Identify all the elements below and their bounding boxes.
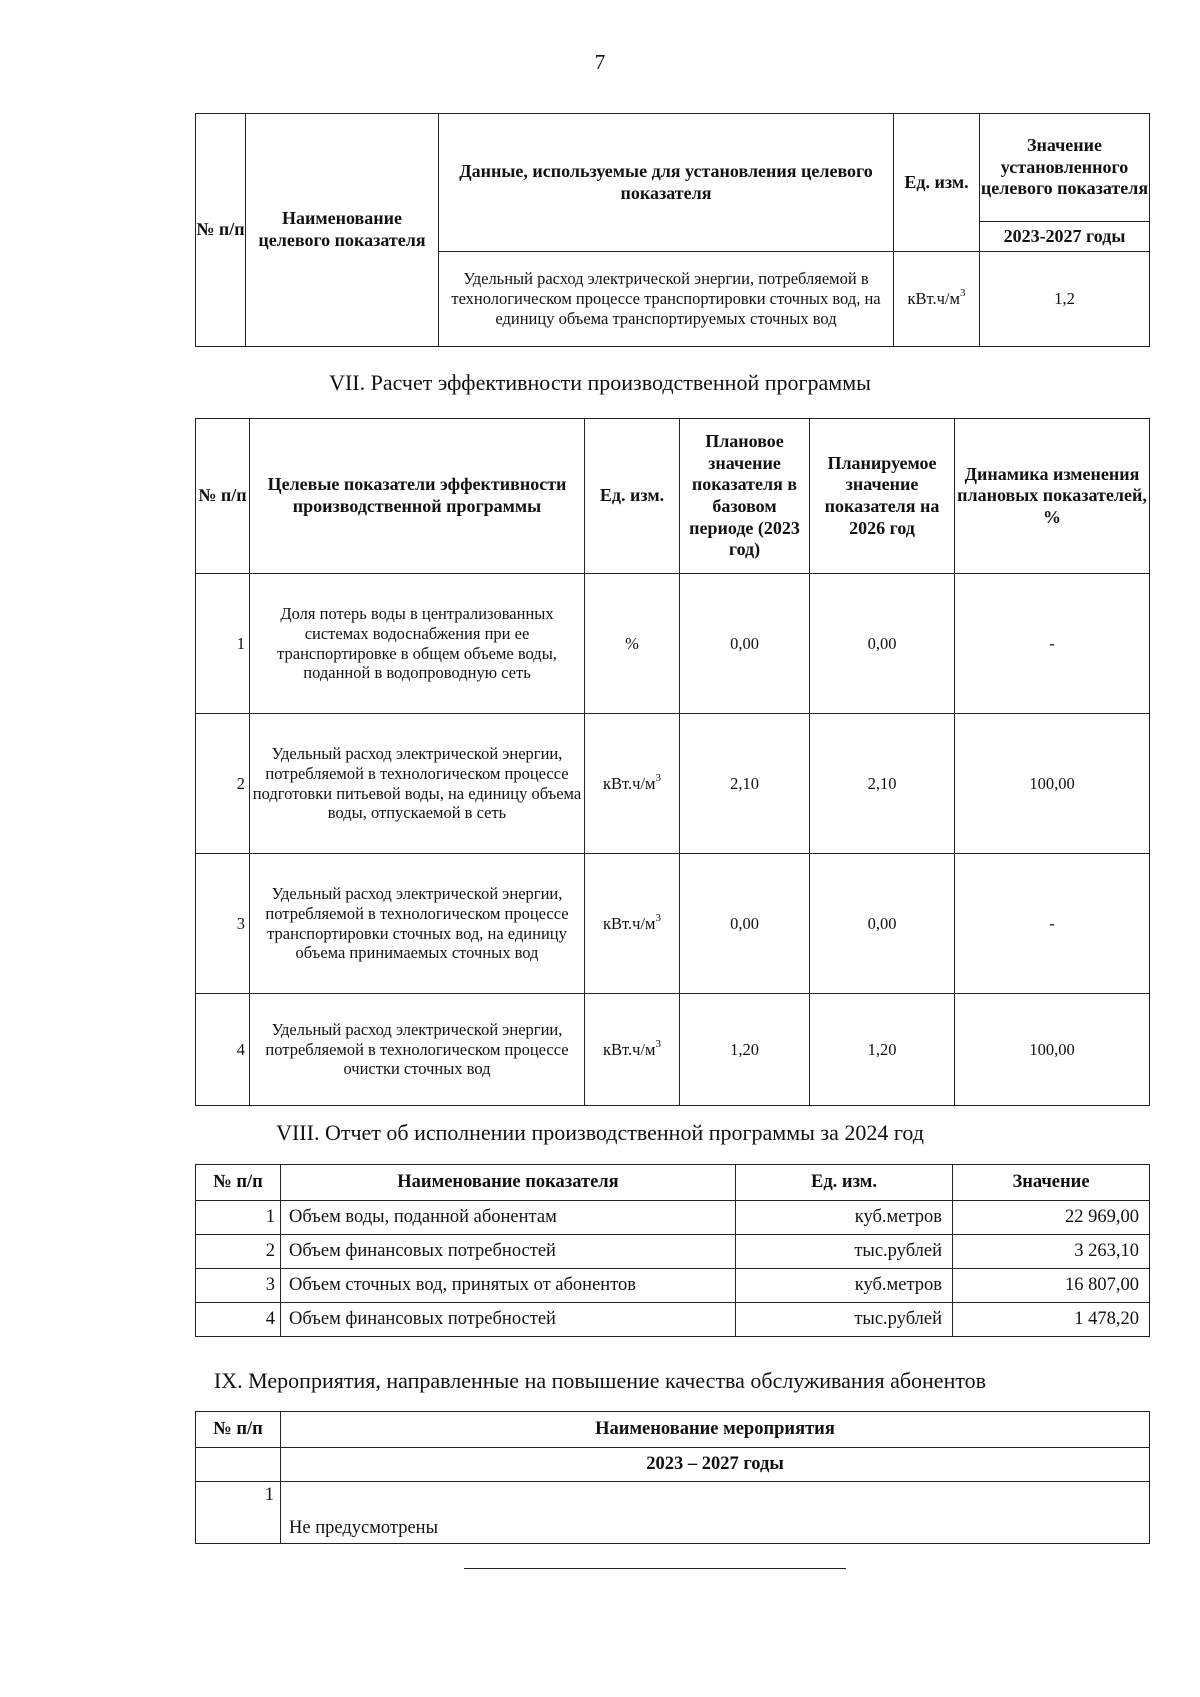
efficiency-table bbox=[195, 418, 1150, 1106]
row-value: 16 807,00 bbox=[953, 1269, 1150, 1303]
header-unit: Ед. изм. bbox=[585, 419, 680, 574]
section-7-title: VII. Расчет эффективности производственной программы bbox=[329, 370, 871, 395]
row-num: 1 bbox=[196, 1482, 281, 1544]
row-value: 1 478,20 bbox=[953, 1303, 1150, 1337]
footer-divider bbox=[464, 1568, 846, 1569]
row-name: Объем финансовых потребностей bbox=[281, 1235, 736, 1269]
header-unit: Ед. изм. bbox=[894, 114, 980, 252]
row-unit: % bbox=[585, 574, 680, 714]
header-num: № п/п bbox=[196, 114, 246, 347]
page-number: 7 bbox=[594, 50, 606, 74]
header-base-value: Плановое значение показателя в базовом периоде (2023 год) bbox=[680, 419, 810, 574]
row-unit: куб.метров bbox=[736, 1201, 953, 1235]
table-row bbox=[196, 854, 1150, 994]
row-num: 3 bbox=[196, 854, 250, 994]
header-plan-value: Планируемое значение показателя на 2026 год bbox=[810, 419, 955, 574]
row-dynamics: - bbox=[955, 574, 1150, 714]
row-name: Объем финансовых потребностей bbox=[281, 1303, 736, 1337]
row-num: 1 bbox=[196, 1201, 281, 1235]
header-period: 2023-2027 годы bbox=[980, 222, 1150, 252]
header-indicator-name: Наименование показателя bbox=[281, 1165, 736, 1201]
row-dynamics: 100,00 bbox=[955, 994, 1150, 1106]
row-name: Удельный расход электрической энергии, потребляемой в технологическом процессе очистки сточных вод bbox=[250, 994, 585, 1106]
row-unit: $кВт.ч/м^3$ bbox=[894, 252, 980, 347]
header-unit: Ед. изм. bbox=[736, 1165, 953, 1201]
row-unit: тыс.рублей bbox=[736, 1303, 953, 1337]
header-target-value: Значение установленного целевого показателя bbox=[980, 114, 1150, 222]
row-name: Доля потерь воды в централизованных системах водоснабжения при ее транспортировке в общем объеме воды, поданной в водопроводную сеть bbox=[250, 574, 585, 714]
row-plan: 0,00 bbox=[810, 574, 955, 714]
row-value: 1,2 bbox=[980, 252, 1150, 347]
header-num: № п/п bbox=[196, 1412, 281, 1448]
table-row bbox=[196, 1269, 1150, 1303]
table-row bbox=[196, 714, 1150, 854]
row-base: 2,10 bbox=[680, 714, 810, 854]
row-base: 0,00 bbox=[680, 854, 810, 994]
header-num: № п/п bbox=[196, 1165, 281, 1201]
row-name: Объем сточных вод, принятых от абонентов bbox=[281, 1269, 736, 1303]
section-9-title: IX. Мероприятия, направленные на повышение качества обслуживания абонентов bbox=[213, 1368, 987, 1393]
header-data-used: Данные, используемые для установления целевого показателя bbox=[439, 114, 894, 252]
target-indicators-table bbox=[195, 113, 1150, 347]
header-measure-name: Наименование мероприятия bbox=[281, 1412, 1150, 1448]
row-name: Удельный расход электрической энергии, потребляемой в технологическом процессе транспортировки сточных вод, на единицу объема принимаемых сточных вод bbox=[250, 854, 585, 994]
row-data-description: Удельный расход электрической энергии, потребляемой в технологическом процессе транспортировки сточных вод, на единицу объема транспортируемых сточных вод bbox=[439, 252, 894, 347]
row-plan: 2,10 bbox=[810, 714, 955, 854]
table-row bbox=[196, 1303, 1150, 1337]
header-indicator-name: Целевые показатели эффективности производственной программы bbox=[250, 419, 585, 574]
row-num: 4 bbox=[196, 994, 250, 1106]
row-plan: 0,00 bbox=[810, 854, 955, 994]
row-value: 22 969,00 bbox=[953, 1201, 1150, 1235]
report-table bbox=[195, 1164, 1150, 1337]
row-name: Не предусмотрены bbox=[281, 1482, 1150, 1544]
table-row bbox=[196, 1201, 1150, 1235]
row-name: Объем воды, поданной абонентам bbox=[281, 1201, 736, 1235]
row-plan: 1,20 bbox=[810, 994, 955, 1106]
row-dynamics: - bbox=[955, 854, 1150, 994]
period-header: 2023 – 2027 годы bbox=[281, 1448, 1150, 1482]
row-num: 2 bbox=[196, 1235, 281, 1269]
row-dynamics: 100,00 bbox=[955, 714, 1150, 854]
row-base: 1,20 bbox=[680, 994, 810, 1106]
row-num: 4 bbox=[196, 1303, 281, 1337]
section-8-title: VIII. Отчет об исполнении производственной программы за 2024 год bbox=[276, 1120, 924, 1145]
row-unit: тыс.рублей bbox=[736, 1235, 953, 1269]
header-num: № п/п bbox=[196, 419, 250, 574]
row-base: 0,00 bbox=[680, 574, 810, 714]
table-row bbox=[196, 1235, 1150, 1269]
row-num: 1 bbox=[196, 574, 250, 714]
row-num: 2 bbox=[196, 714, 250, 854]
measures-table bbox=[195, 1411, 1150, 1544]
row-unit: $кВт.ч/м^3$ bbox=[585, 714, 680, 854]
table-row bbox=[196, 1482, 1150, 1544]
row-unit: куб.метров bbox=[736, 1269, 953, 1303]
row-value: 3 263,10 bbox=[953, 1235, 1150, 1269]
header-value: Значение bbox=[953, 1165, 1150, 1201]
row-unit: $кВт.ч/м^3$ bbox=[585, 854, 680, 994]
table-row bbox=[196, 574, 1150, 714]
header-dynamics: Динамика изменения плановых показателей, % bbox=[955, 419, 1150, 574]
row-name: Удельный расход электрической энергии, потребляемой в технологическом процессе подготовки питьевой воды, на единицу объема воды, отпускаемой в сеть bbox=[250, 714, 585, 854]
row-num: 3 bbox=[196, 1269, 281, 1303]
header-indicator-name: Наименование целевого показателя bbox=[246, 114, 439, 347]
period-num-cell bbox=[196, 1448, 281, 1482]
row-unit: $кВт.ч/м^3$ bbox=[585, 994, 680, 1106]
table-row bbox=[196, 994, 1150, 1106]
